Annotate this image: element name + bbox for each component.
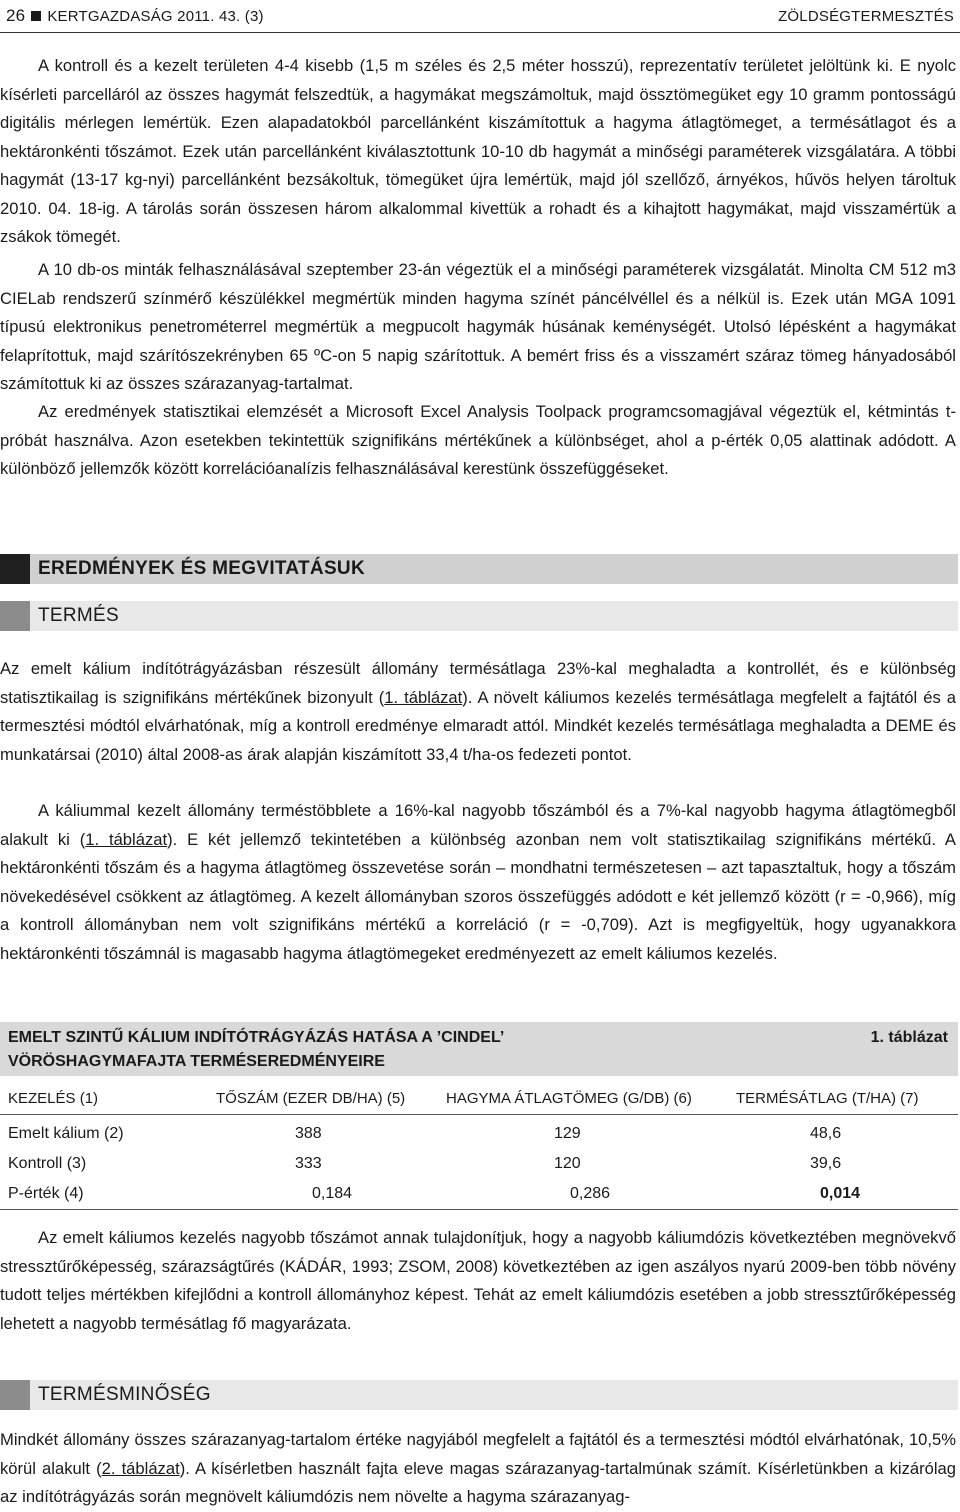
table-cell: Emelt kálium (2) (8, 1125, 124, 1142)
table-cell: 48,6 (810, 1125, 842, 1142)
section-heading-results (0, 554, 958, 584)
heading-block (0, 554, 30, 584)
table-reference-link[interactable]: 1. táblázat (384, 687, 463, 707)
text-run: A káliummal kezelt állomány terméstöbblete a 16%-kal nagyobb tőszámból és a 7%-kal nagyobb hagyma átlagtömegből alakult ki ( (0, 801, 956, 849)
table-reference-link[interactable]: 1. táblázat (85, 829, 168, 849)
table-cell: 0,286 (570, 1185, 611, 1202)
table-cell: 0,184 (312, 1185, 353, 1202)
table-1 (0, 1022, 958, 1210)
header-left (6, 6, 264, 26)
methods-paragraph-3: Az eredmények statisztikai elemzését a Microsoft Excel Analysis Toolpack programcsomagjával végeztük el, kétmintás t-próbát használva. Azon esetekben tekintettük szignifikáns mértékűnek a különbséget, ahol a p-érték 0,05 alattinak adódott. A különböző jellemzők között korrelációanalízis felhasználásával kerestünk összefüggéseket. (0, 402, 956, 478)
table-title-line-2: VÖRÖSHAGYMAFAJTA TERMÉSEREDMÉNYEIRE (8, 1053, 385, 1070)
table-row (0, 1179, 958, 1210)
quality-paragraph-1 (0, 1426, 956, 1512)
subsection-title: TERMÉSMINŐSÉG (30, 1380, 958, 1410)
column-header: TŐSZÁM (EZER DB/HA) (5) (216, 1090, 406, 1107)
table-title (8, 1026, 648, 1074)
text-run: ). A kísérletben használt fajta eleve magas szárazanyag-tartalmúnak számít. Kísérletünkben a kizárólag az indítótrágyázás során megnövelt káliumdózis nem növelte a hagyma szárazanyag- (0, 1458, 956, 1506)
table-row (0, 1149, 958, 1179)
table-cell: 120 (554, 1155, 581, 1172)
subsection-heading-quality (0, 1380, 958, 1410)
table-cell: 0,014 (820, 1185, 861, 1202)
table-cell: P-érték (4) (8, 1185, 84, 1202)
table-label: 1. táblázat (870, 1029, 948, 1046)
yield-paragraph-1 (0, 655, 956, 769)
table-row (0, 1119, 958, 1149)
text-run: Mindkét állomány összes szárazanyag-tartalom értéke nagyjából megfelelt a fajtától és a termesztési módtól elvárhatónak, 10,5% körül alakult ( (0, 1430, 956, 1478)
subsection-heading-yield (0, 601, 958, 631)
heading-block (0, 1380, 30, 1410)
methods-paragraph-1: A kontroll és a kezelt területen 4-4 kisebb (1,5 m széles és 2,5 méter hosszú), reprezentatív területet jelöltünk ki. E nyolc kísérleti parcelláról az összes hagymát felszedtük, a hagymákat megszámoltuk, majd össztömegüket egy 10 gramm pontosságú digitális mérlegen lemértük. Ezen alapadatokból parcellánként kiszámítottuk a hagyma átlagtömeget, a termésátlagot és a hektáronkénti tőszámot. Ezek után parcellánként kiválasztottunk 10-10 db hagymát a minőségi paraméterek vizsgálatára. A többi hagymát (13-17 kg-nyi) parcellánként bezsákoltuk, tömegüket újra lemértük, majd jól szellőző, árnyékos, hűvös helyen tároltuk 2010. 04. 18-ig. A tárolás során összesen három alkalommal kivettük a rohadt és a kihajtott hagymákat, majd visszamértük a zsákok tömegét. (0, 56, 956, 246)
yield-paragraph-2 (0, 797, 956, 968)
table-header-row (0, 1082, 958, 1115)
section-label: ZÖLDSÉGTERMESZTÉS (778, 7, 954, 25)
table-reference-link[interactable]: 2. táblázat (101, 1458, 180, 1478)
page-number: 26 (6, 6, 26, 25)
table-cell: 333 (295, 1155, 322, 1172)
methods-paragraph-2: A 10 db-os minták felhasználásával szeptember 23-án végeztük el a minőségi paraméterek vizsgálatát. Minolta CM 512 m3 CIELab rendszerű színmérő készülékkel megmértük minden hagyma színét páncélvéllel és a nélkül is. Ezek után MGA 1091 típusú elektronikus penetrométerrel megmértük a megpucolt hagymák húsának keménységét. Utolsó lépésként a hagymákat felaprítottuk, majd szárítószekrényben 65 ºC-on 5 napig szárítottuk. A bemért friss és a visszamért száraz tömeg hányadosából számítottuk ki az összes szárazanyag-tartalmat. (0, 260, 956, 393)
table-cell: 129 (554, 1125, 581, 1142)
header-divider (0, 32, 960, 33)
text-run: ). A növelt káliumos kezelés termésátlaga megfelelt a fajtától és a termesztési módtól elvárhatónak, míg a kontroll eredménye elmaradt attól. Mindkét kezelés termésátlaga meghaladta a DEME és munkatársai (2010) által 2008-as árak alapján kiszámított 33,4 t/ha-os fedezeti pontot. (0, 687, 956, 764)
section-title: EREDMÉNYEK ÉS MEGVITATÁSUK (30, 554, 958, 584)
subsection-title: TERMÉS (30, 601, 958, 631)
table-caption (0, 1022, 958, 1076)
column-header: TERMÉSÁTLAG (T/HA) (7) (736, 1090, 919, 1107)
table-title-line-1: EMELT SZINTŰ KÁLIUM INDÍTÓTRÁGYÁZÁS HATÁSA A ’CINDEL’ (8, 1029, 505, 1046)
heading-block (0, 601, 30, 631)
journal-title: KERTGAZDASÁG 2011. 43. (3) (47, 7, 264, 25)
discussion-paragraph: Az emelt káliumos kezelés nagyobb tőszámot annak tulajdonítjuk, hogy a nagyobb káliumdózis következtében megnövekvő stressztűrőképesség, szárazságtűrés (KÁDÁR, 1993; ZSOM, 2008) következtében az igen aszályos nyarú 2009-ben több növény tudott teljes mértékben kifejlődni a kontroll állományhoz képest. Tehát az emelt káliumdózis esetében a jobb stressztűrőképesség lehetett a nagyobb termésátlag fő magyarázata. (0, 1228, 956, 1333)
text-run: Az emelt kálium indítótrágyázásban részesült állomány termésátlaga 23%-kal meghaladta a kontrollét, és e különbség statisztikailag is szignifikáns mértékűnek bizonyult ( (0, 659, 956, 707)
column-header: KEZELÉS (1) (8, 1090, 99, 1107)
column-header: HAGYMA ÁTLAGTÖMEG (G/DB) (6) (446, 1090, 692, 1107)
text-run: ). E két jellemző tekintetében a különbség azonban nem volt statisztikailag szignifikáns mértékű. A hektáronkénti tőszám és a hagyma átlagtömeg összevetése során – mondhatni természetesen – azt tapasztaltuk, hogy a tőszám növekedésével csökkent az átlagtömeg. A kezelt állományban szoros összefüggés adódott e két jellemző között (r = -0,966), míg a kontroll állományban nem volt szignifikáns mértékű a korreláció (r = -0,709). Azt is megfigyeltük, hogy ugyanakkora hektáronkénti tőszámnál is magasabb hagyma átlagtömegeket eredményezett az emelt káliumos kezelés. (0, 829, 956, 963)
black-square-icon (31, 11, 41, 21)
table-cell: Kontroll (3) (8, 1155, 87, 1172)
running-header (6, 4, 954, 28)
table-cell: 39,6 (810, 1155, 842, 1172)
table-cell: 388 (295, 1125, 322, 1142)
